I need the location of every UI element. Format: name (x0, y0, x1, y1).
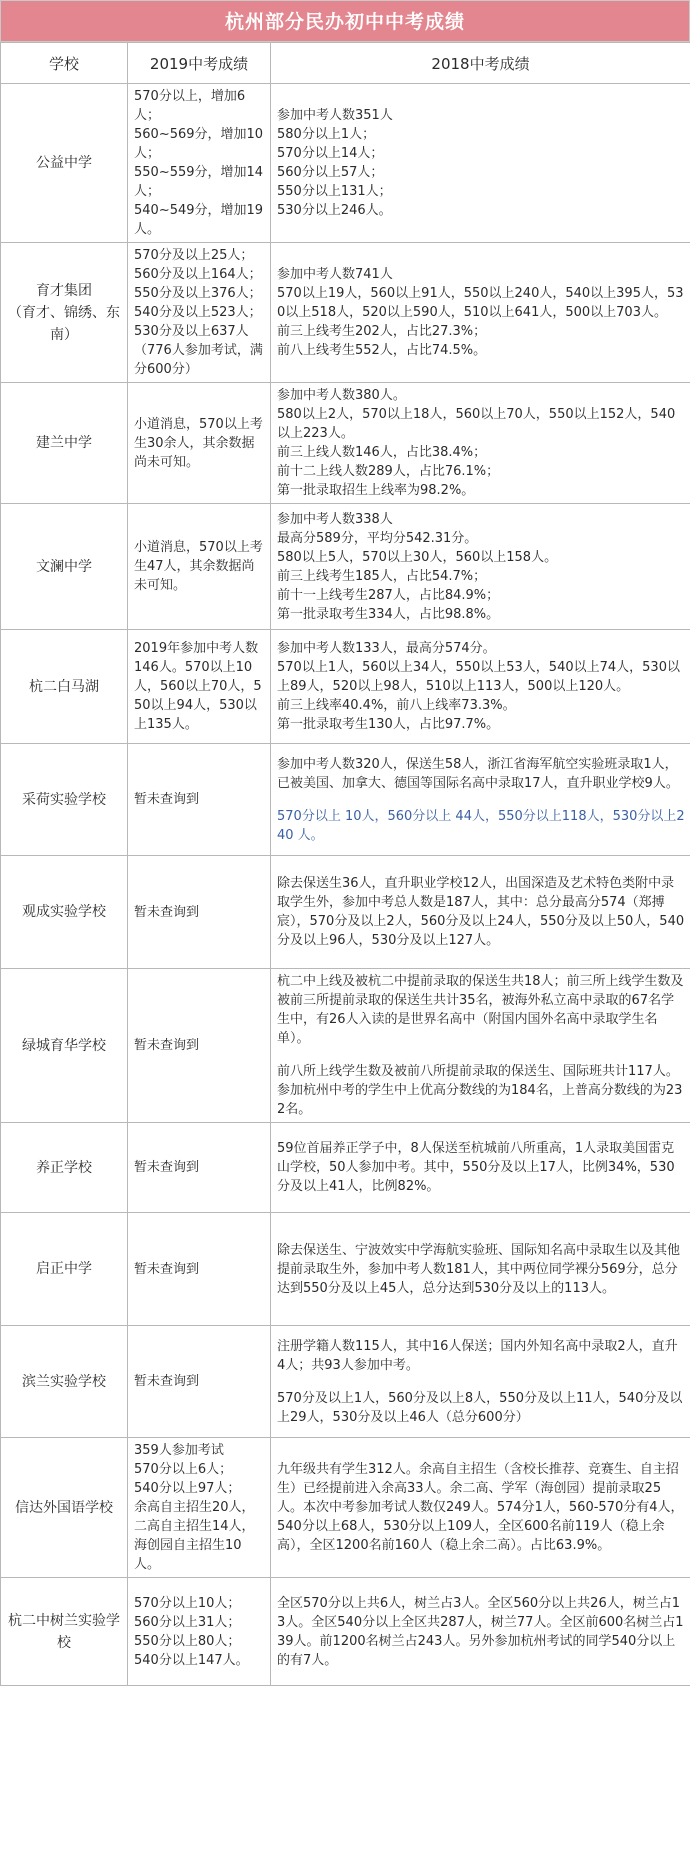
cell-line: 参加中考人数320人，保送生58人，浙江省海军航空实验班录取1人，已被美国、加拿大、德国等国际名高中录取17人，直升职业学校9人。 (277, 756, 679, 791)
header-2018: 2018中考成绩 (271, 43, 690, 84)
score-2018-cell (271, 856, 690, 969)
table-row (1, 383, 690, 504)
cell-line: 参加中考人数351人 (277, 108, 393, 123)
table-row (1, 1123, 690, 1213)
score-2018-cell (271, 1123, 690, 1213)
cell-line: 570分以上 10人，560分以上 44人，550分以上118人，530分以上240 人。 (277, 808, 685, 843)
cell-line: 杭二白马湖 (29, 678, 99, 695)
cell-line: 359人参加考试 (134, 1443, 224, 1458)
table-row (1, 1326, 690, 1438)
score-2019-cell (128, 744, 271, 856)
cell-line: 小道消息，570以上考生30余人，其余数据尚未可知。 (134, 416, 263, 470)
header-row (1, 43, 690, 84)
score-2019-cell (128, 1123, 271, 1213)
table-row (1, 744, 690, 856)
cell-line: 杭二中树兰实验学校 (8, 1612, 120, 1651)
school-name-cell (1, 1213, 128, 1326)
cell-line: 除去保送生36人，直升职业学校12人，出国深造及艺术特色类附中录取学生外，参加中考总人数是187人，其中：总分最高分574（郑搏宸），570分及以上2人，560分及以上24人，550分及以上50人，540分及以上96人，530分及以上127人。 (277, 876, 685, 948)
score-2019-cell (128, 856, 271, 969)
cell-line: 九年级共有学生312人。余高自主招生（含校长推荐、竞赛生、自主招生）已经提前进入余高33人。余二高、学军（海创园）提前录取25人。本次中考参加考试人数仅249人。574分1人，560-570分有4人，540分以上68人，530分以上109人，全区600名前119人（稳上余高），全区1200名前160人（稳上余二高）。占比63.9%。 (277, 1462, 684, 1553)
paragraph-gap (277, 1375, 685, 1389)
header-school: 学校 (1, 43, 128, 84)
score-2018-cell (271, 630, 690, 744)
cell-line: 信达外国语学校 (15, 1499, 113, 1516)
cell-line: 文澜中学 (36, 558, 92, 575)
score-2018-cell (271, 1326, 690, 1438)
table-title: 杭州部分民办初中中考成绩 (0, 0, 690, 42)
score-2018-cell (271, 84, 690, 243)
cell-line: 550分以上80人； (134, 1633, 241, 1649)
cell-line: 参加中考人数338人 (277, 511, 393, 527)
school-name-cell (1, 744, 128, 856)
score-2018-cell (271, 383, 690, 504)
cell-line: （育才、锦绣、东南） (8, 304, 120, 343)
cell-line: 暂未查询到 (134, 1374, 200, 1389)
cell-line: 绿城育华学校 (22, 1037, 106, 1054)
school-name-cell (1, 856, 128, 969)
score-2018-cell (271, 1438, 690, 1578)
cell-line: 530分以上246人。 (277, 203, 392, 218)
school-name-cell (1, 1578, 128, 1686)
cell-line: 滨兰实验学校 (22, 1373, 106, 1390)
score-2018-cell (271, 243, 690, 383)
cell-line: 前三上线率40.4%，前八上线率73.3%。 (277, 698, 516, 713)
cell-line: 参加中考人数741人 (277, 267, 393, 282)
score-2018-cell (271, 744, 690, 856)
cell-line: 全区570分以上共6人，树兰占3人。全区560分以上共26人，树兰占13人。全区540分以上全区共287人，树兰77人。全区前600名树兰占139人。前1200名树兰占243人。另外参加杭州考试的同学540分以上的有7人。 (277, 1595, 684, 1668)
cell-line: 580以上5人，570以上30人，560以上158人。 (277, 549, 558, 565)
school-name-cell (1, 383, 128, 504)
cell-line: 570分及以上1人，560分及以上8人，550分及以上11人，540分及以上29人，530分及以上46人（总分600分） (277, 1390, 683, 1425)
score-2019-cell (128, 1438, 271, 1578)
score-2018-cell (271, 1213, 690, 1326)
cell-line: 建兰中学 (36, 435, 92, 451)
cell-line: 前十二上线人数289人，占比76.1%； (277, 464, 500, 479)
cell-line: 采荷实验学校 (22, 791, 106, 808)
table-row (1, 504, 690, 630)
cell-line: 暂未查询到 (134, 1261, 200, 1277)
cell-line: 560分及以上164人； (134, 267, 262, 282)
cell-line: 杭二中上线及被杭二中提前录取的保送生共18人；前三所上线学生数及被前三所提前录取的保送生共计35名，被海外私立高中录取的67名学生中，有26人入读的是世界名高中（附国内国外名高中录取学生名单）。 (277, 974, 684, 1046)
table-row (1, 243, 690, 383)
score-2018-cell (271, 1578, 690, 1686)
cell-line: 530分及以上637人（776人参加考试，满分600分） (134, 324, 263, 377)
score-2019-cell (128, 1326, 271, 1438)
cell-line: 暂未查询到 (134, 792, 200, 807)
table-row (1, 856, 690, 969)
cell-line: 540分以上97人； (134, 1481, 241, 1496)
school-name-cell (1, 504, 128, 630)
school-name-cell (1, 1326, 128, 1438)
cell-line: 570分以上6人； (134, 1462, 233, 1477)
table-row (1, 1213, 690, 1326)
cell-line: 540分及以上523人； (134, 305, 262, 320)
cell-line: 59位首届养正学子中，8人保送至杭城前八所重高，1人录取美国雷克山学校，50人参加中考。其中，550分及以上17人，比例34%，530分及以上41人，比例82%。 (277, 1141, 675, 1194)
cell-line: 前三上线人数146人，占比38.4%； (277, 445, 487, 460)
score-2019-cell (128, 383, 271, 504)
score-table (0, 42, 690, 1686)
cell-line: 560分以上57人； (277, 165, 384, 180)
cell-line: 暂未查询到 (134, 1038, 200, 1053)
paragraph-gap (277, 1048, 685, 1062)
cell-line: 养正学校 (36, 1159, 92, 1176)
cell-line: 570分以上10人； (134, 1595, 241, 1611)
score-2019-cell (128, 630, 271, 744)
table-row (1, 630, 690, 744)
school-name-cell (1, 630, 128, 744)
cell-line: 除去保送生、宁波效实中学海航实验班、国际知名高中录取生以及其他提前录取生外，参加中考人数181人，其中两位同学裸分569分，总分达到550分及以上45人，总分达到530分及以上的113人。 (277, 1242, 681, 1296)
score-2019-cell (128, 243, 271, 383)
cell-line: 2019年参加中考人数146人。570以上10人，560以上70人，550以上94人，530以上135人。 (134, 641, 262, 732)
cell-line: 前三上线考生185人，占比54.7%； (277, 568, 487, 584)
cell-line: 580分以上1人； (277, 127, 376, 142)
table-row (1, 969, 690, 1123)
cell-line: 参加中考人数133人，最高分574分。 (277, 641, 496, 656)
cell-line: 560分以上31人； (134, 1614, 241, 1630)
cell-line: 暂未查询到 (134, 1160, 200, 1175)
school-name-cell (1, 84, 128, 243)
score-2019-cell (128, 84, 271, 243)
school-name-cell (1, 243, 128, 383)
score-2019-cell (128, 1213, 271, 1326)
cell-line: 560~569分，增加10人； (134, 127, 264, 161)
cell-line: 540分以上147人。 (134, 1652, 249, 1668)
cell-line: 570以上1人，560以上34人，550以上53人，540以上74人，530以上89人，520以上98人，510以上113人，500以上120人。 (277, 660, 680, 694)
score-2018-cell (271, 969, 690, 1123)
cell-line: 580以上2人，570以上18人，560以上70人，550以上152人，540以上223人。 (277, 407, 676, 441)
cell-line: 第一批录取招生上线率为98.2%。 (277, 483, 475, 498)
cell-line: 育才集团 (36, 282, 92, 299)
cell-line: 第一批录取考生334人，占比98.8%。 (277, 606, 500, 622)
cell-line: 570以上19人，560以上91人，550以上240人，540以上395人，530以上518人，520以上590人，510以上641人，500以上703人。 (277, 286, 684, 320)
cell-line: 注册学籍人数115人，其中16人保送；国内外知名高中录取2人，直升4人；共93人参加中考。 (277, 1338, 678, 1373)
score-2019-cell (128, 969, 271, 1123)
cell-line: 小道消息，570以上考生47人，其余数据尚未可知。 (134, 540, 263, 593)
cell-line: 前八上线考生552人，占比74.5%。 (277, 343, 487, 358)
score-2019-cell (128, 504, 271, 630)
paragraph-gap (277, 793, 685, 807)
cell-line: 参加中考人数380人。 (277, 388, 406, 403)
table-row (1, 1578, 690, 1686)
cell-line: 570分及以上25人； (134, 248, 254, 263)
cell-line: 前八所上线学生数及被前八所提前录取的保送生、国际班共计117人。参加杭州中考的学生中上优高分数线的为184名，上普高分数线的为232名。 (277, 1064, 683, 1117)
header-2019: 2019中考成绩 (128, 43, 271, 84)
cell-line: 第一批录取考生130人，占比97.7%。 (277, 717, 500, 732)
cell-line: 暂未查询到 (134, 904, 200, 920)
score-2018-cell (271, 504, 690, 630)
school-name-cell (1, 969, 128, 1123)
cell-line: 前十一上线考生287人，占比84.9%； (277, 587, 500, 603)
cell-line: 540~549分，增加19人。 (134, 203, 264, 237)
cell-line: 570分以上14人； (277, 146, 384, 161)
cell-line: 550分以上131人； (277, 184, 392, 199)
table-body (1, 84, 690, 1686)
cell-line: 启正中学 (36, 1261, 92, 1277)
table-row (1, 1438, 690, 1578)
cell-line: 550~559分，增加14人； (134, 165, 264, 199)
school-name-cell (1, 1123, 128, 1213)
cell-line: 最高分589分，平均分542.31分。 (277, 530, 478, 546)
cell-line: 公益中学 (36, 155, 92, 171)
table-row (1, 84, 690, 243)
score-2019-cell (128, 1578, 271, 1686)
cell-line: 观成实验学校 (22, 904, 106, 920)
cell-line: 前三上线考生202人，占比27.3%； (277, 324, 487, 339)
cell-line: 余高自主招生20人，二高自主招生14人，海创园自主招生10人。 (134, 1500, 255, 1572)
school-name-cell (1, 1438, 128, 1578)
cell-line: 550分及以上376人； (134, 286, 262, 301)
cell-line: 570分以上，增加6人； (134, 89, 246, 123)
